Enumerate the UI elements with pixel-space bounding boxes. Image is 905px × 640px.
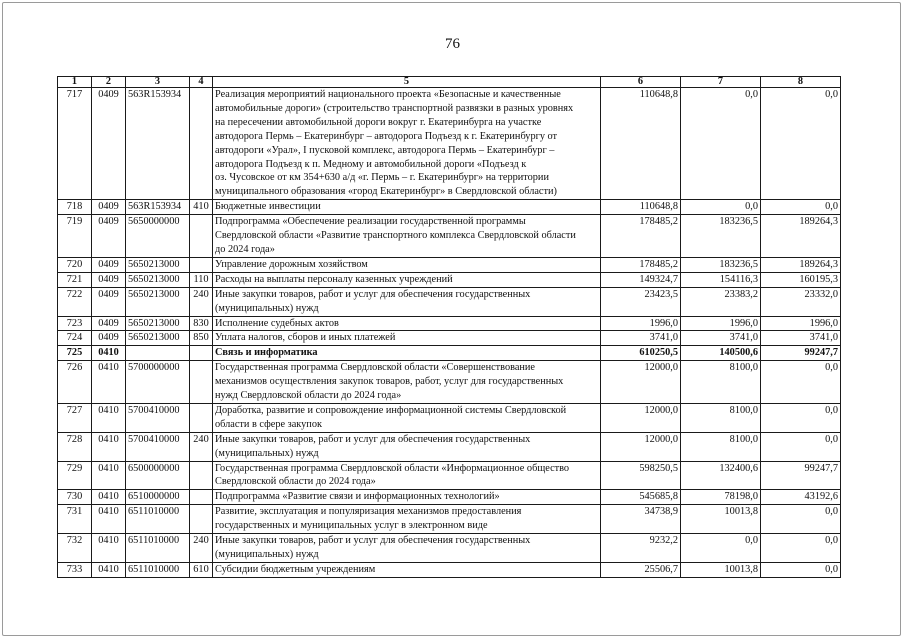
section-code-cell: 0409	[92, 287, 126, 316]
amount-cell: 598250,5	[601, 461, 681, 490]
amount-cell: 0,0	[761, 534, 841, 563]
amount-cell: 0,0	[681, 534, 761, 563]
expense-type-cell	[190, 346, 213, 361]
expense-type-cell: 240	[190, 287, 213, 316]
target-article-cell: 6511010000	[126, 562, 190, 577]
row-number-cell: 727	[58, 403, 92, 432]
description-cell: Бюджетные инвестиции	[213, 200, 601, 215]
row-number-cell: 726	[58, 361, 92, 404]
amount-cell: 9232,2	[601, 534, 681, 563]
section-code-cell: 0409	[92, 200, 126, 215]
description-cell: Иные закупки товаров, работ и услуг для обеспечения государственных (муниципальных) нужд	[213, 287, 601, 316]
section-code-cell: 0409	[92, 215, 126, 258]
description-cell: Связь и информатика	[213, 346, 601, 361]
target-article-cell: 5650213000	[126, 287, 190, 316]
expense-type-cell	[190, 505, 213, 534]
amount-cell: 12000,0	[601, 361, 681, 404]
header-cell: 6	[601, 77, 681, 88]
expense-type-cell: 410	[190, 200, 213, 215]
target-article-cell: 6511010000	[126, 505, 190, 534]
amount-cell: 140500,6	[681, 346, 761, 361]
table-row	[58, 534, 841, 563]
table-row	[58, 403, 841, 432]
target-article-cell: 6510000000	[126, 490, 190, 505]
row-number-cell: 720	[58, 257, 92, 272]
row-number-cell: 732	[58, 534, 92, 563]
amount-cell: 3741,0	[601, 331, 681, 346]
amount-cell: 0,0	[761, 432, 841, 461]
header-cell: 3	[126, 77, 190, 88]
row-number-cell: 729	[58, 461, 92, 490]
amount-cell: 0,0	[761, 361, 841, 404]
row-number-cell: 724	[58, 331, 92, 346]
target-article-cell: 5700410000	[126, 432, 190, 461]
section-code-cell: 0410	[92, 361, 126, 404]
amount-cell: 149324,7	[601, 272, 681, 287]
table-row	[58, 257, 841, 272]
section-code-cell: 0410	[92, 461, 126, 490]
description-cell: Государственная программа Свердловской области «Информационное общество Свердловской области до 2024 года»	[213, 461, 601, 490]
amount-cell: 78198,0	[681, 490, 761, 505]
amount-cell: 3741,0	[761, 331, 841, 346]
description-cell: Развитие, эксплуатация и популяризация механизмов предоставления государственных и муниципальных услуг в электронном виде	[213, 505, 601, 534]
expense-type-cell	[190, 490, 213, 505]
header-cell: 2	[92, 77, 126, 88]
amount-cell: 610250,5	[601, 346, 681, 361]
section-code-cell: 0409	[92, 88, 126, 200]
table-row	[58, 562, 841, 577]
table-row	[58, 346, 841, 361]
row-number-cell: 719	[58, 215, 92, 258]
amount-cell: 3741,0	[681, 331, 761, 346]
table-row	[58, 490, 841, 505]
header-cell: 8	[761, 77, 841, 88]
amount-cell: 183236,5	[681, 257, 761, 272]
header-cell: 7	[681, 77, 761, 88]
description-cell: Исполнение судебных актов	[213, 316, 601, 331]
table-row	[58, 200, 841, 215]
header-cell: 1	[58, 77, 92, 88]
target-article-cell: 5650213000	[126, 272, 190, 287]
amount-cell: 545685,8	[601, 490, 681, 505]
table-row	[58, 461, 841, 490]
section-code-cell: 0409	[92, 257, 126, 272]
amount-cell: 43192,6	[761, 490, 841, 505]
expense-type-cell: 610	[190, 562, 213, 577]
target-article-cell: 5650213000	[126, 331, 190, 346]
description-cell: Иные закупки товаров, работ и услуг для обеспечения государственных (муниципальных) нужд	[213, 432, 601, 461]
section-code-cell: 0410	[92, 432, 126, 461]
amount-cell: 1996,0	[681, 316, 761, 331]
amount-cell: 10013,8	[681, 505, 761, 534]
description-cell: Доработка, развитие и сопровождение информационной системы Свердловской области в сфере закупок	[213, 403, 601, 432]
amount-cell: 0,0	[761, 403, 841, 432]
amount-cell: 1996,0	[601, 316, 681, 331]
row-number-cell: 721	[58, 272, 92, 287]
amount-cell: 183236,5	[681, 215, 761, 258]
table-body	[58, 88, 841, 578]
amount-cell: 189264,3	[761, 257, 841, 272]
target-article-cell: 563R153934	[126, 88, 190, 200]
description-cell: Государственная программа Свердловской области «Совершенствование механизмов осуществления закупок товаров, работ, услуг для государственных нужд Свердловской области до 2024 года»	[213, 361, 601, 404]
expense-type-cell: 110	[190, 272, 213, 287]
target-article-cell: 5650213000	[126, 257, 190, 272]
page-number: 76	[445, 36, 460, 52]
target-article-cell: 5650213000	[126, 316, 190, 331]
amount-cell: 23423,5	[601, 287, 681, 316]
amount-cell: 178485,2	[601, 257, 681, 272]
expense-type-cell	[190, 461, 213, 490]
section-code-cell: 0409	[92, 331, 126, 346]
header-row	[58, 77, 841, 88]
row-number-cell: 728	[58, 432, 92, 461]
section-code-cell: 0410	[92, 490, 126, 505]
description-cell: Подпрограмма «Обеспечение реализации государственной программы Свердловской области «Развитие транспортного комплекса Свердловской области до 2024 года»	[213, 215, 601, 258]
expense-type-cell: 240	[190, 534, 213, 563]
table-row	[58, 361, 841, 404]
expense-type-cell: 240	[190, 432, 213, 461]
amount-cell: 178485,2	[601, 215, 681, 258]
target-article-cell: 5700410000	[126, 403, 190, 432]
section-code-cell: 0410	[92, 505, 126, 534]
expense-type-cell: 850	[190, 331, 213, 346]
section-code-cell: 0410	[92, 562, 126, 577]
description-cell: Иные закупки товаров, работ и услуг для обеспечения государственных (муниципальных) нужд	[213, 534, 601, 563]
amount-cell: 154116,3	[681, 272, 761, 287]
amount-cell: 8100,0	[681, 403, 761, 432]
row-number-cell: 717	[58, 88, 92, 200]
amount-cell: 160195,3	[761, 272, 841, 287]
amount-cell: 10013,8	[681, 562, 761, 577]
description-cell: Уплата налогов, сборов и иных платежей	[213, 331, 601, 346]
amount-cell: 23383,2	[681, 287, 761, 316]
expense-type-cell	[190, 88, 213, 200]
row-number-cell: 722	[58, 287, 92, 316]
table-row	[58, 215, 841, 258]
target-article-cell: 5650000000	[126, 215, 190, 258]
amount-cell: 34738,9	[601, 505, 681, 534]
target-article-cell	[126, 346, 190, 361]
amount-cell: 0,0	[761, 88, 841, 200]
target-article-cell: 6511010000	[126, 534, 190, 563]
expense-type-cell	[190, 215, 213, 258]
amount-cell: 0,0	[761, 562, 841, 577]
amount-cell: 1996,0	[761, 316, 841, 331]
amount-cell: 0,0	[761, 200, 841, 215]
expense-type-cell	[190, 361, 213, 404]
amount-cell: 12000,0	[601, 432, 681, 461]
table-row	[58, 331, 841, 346]
expense-type-cell	[190, 257, 213, 272]
section-code-cell: 0410	[92, 346, 126, 361]
amount-cell: 110648,8	[601, 200, 681, 215]
amount-cell: 12000,0	[601, 403, 681, 432]
table-row	[58, 316, 841, 331]
row-number-cell: 725	[58, 346, 92, 361]
description-cell: Реализация мероприятий национального проекта «Безопасные и качественные автомобильные дороги» (строительство транспортной развязки в разных уровнях на пересечении автомобильной дороги вокруг г. Екатеринбурга на участке автодорога Пермь – Екатеринбург – автодорога Подъезд к г. Екатеринбургу от автодороги «Урал», I пусковой комплекс, автодорога Пермь – Екатеринбург – автодорога Подъезд к п. Медному и автомобильной дороги «Подъезд к оз. Чусовское от км 354+630 а/д «г. Пермь – г. Екатеринбург» на территории муниципального образования «город Екатеринбург» в Свердловской области)	[213, 88, 601, 200]
table-row	[58, 432, 841, 461]
header-cell: 4	[190, 77, 213, 88]
amount-cell: 25506,7	[601, 562, 681, 577]
description-cell: Расходы на выплаты персоналу казенных учреждений	[213, 272, 601, 287]
row-number-cell: 731	[58, 505, 92, 534]
amount-cell: 23332,0	[761, 287, 841, 316]
table-row	[58, 287, 841, 316]
target-article-cell: 563R153934	[126, 200, 190, 215]
expense-type-cell: 830	[190, 316, 213, 331]
table-row	[58, 272, 841, 287]
section-code-cell: 0410	[92, 403, 126, 432]
header-cell: 5	[213, 77, 601, 88]
expense-type-cell	[190, 403, 213, 432]
row-number-cell: 718	[58, 200, 92, 215]
amount-cell: 8100,0	[681, 432, 761, 461]
description-cell: Управление дорожным хозяйством	[213, 257, 601, 272]
amount-cell: 0,0	[681, 200, 761, 215]
section-code-cell: 0409	[92, 316, 126, 331]
amount-cell: 0,0	[761, 505, 841, 534]
row-number-cell: 723	[58, 316, 92, 331]
target-article-cell: 5700000000	[126, 361, 190, 404]
target-article-cell: 6500000000	[126, 461, 190, 490]
row-number-cell: 733	[58, 562, 92, 577]
amount-cell: 189264,3	[761, 215, 841, 258]
amount-cell: 110648,8	[601, 88, 681, 200]
amount-cell: 99247,7	[761, 461, 841, 490]
table-row	[58, 88, 841, 200]
amount-cell: 8100,0	[681, 361, 761, 404]
amount-cell: 99247,7	[761, 346, 841, 361]
row-number-cell: 730	[58, 490, 92, 505]
section-code-cell: 0410	[92, 534, 126, 563]
budget-table	[57, 76, 841, 578]
table-row	[58, 505, 841, 534]
amount-cell: 0,0	[681, 88, 761, 200]
section-code-cell: 0409	[92, 272, 126, 287]
amount-cell: 132400,6	[681, 461, 761, 490]
description-cell: Подпрограмма «Развитие связи и информационных технологий»	[213, 490, 601, 505]
description-cell: Субсидии бюджетным учреждениям	[213, 562, 601, 577]
